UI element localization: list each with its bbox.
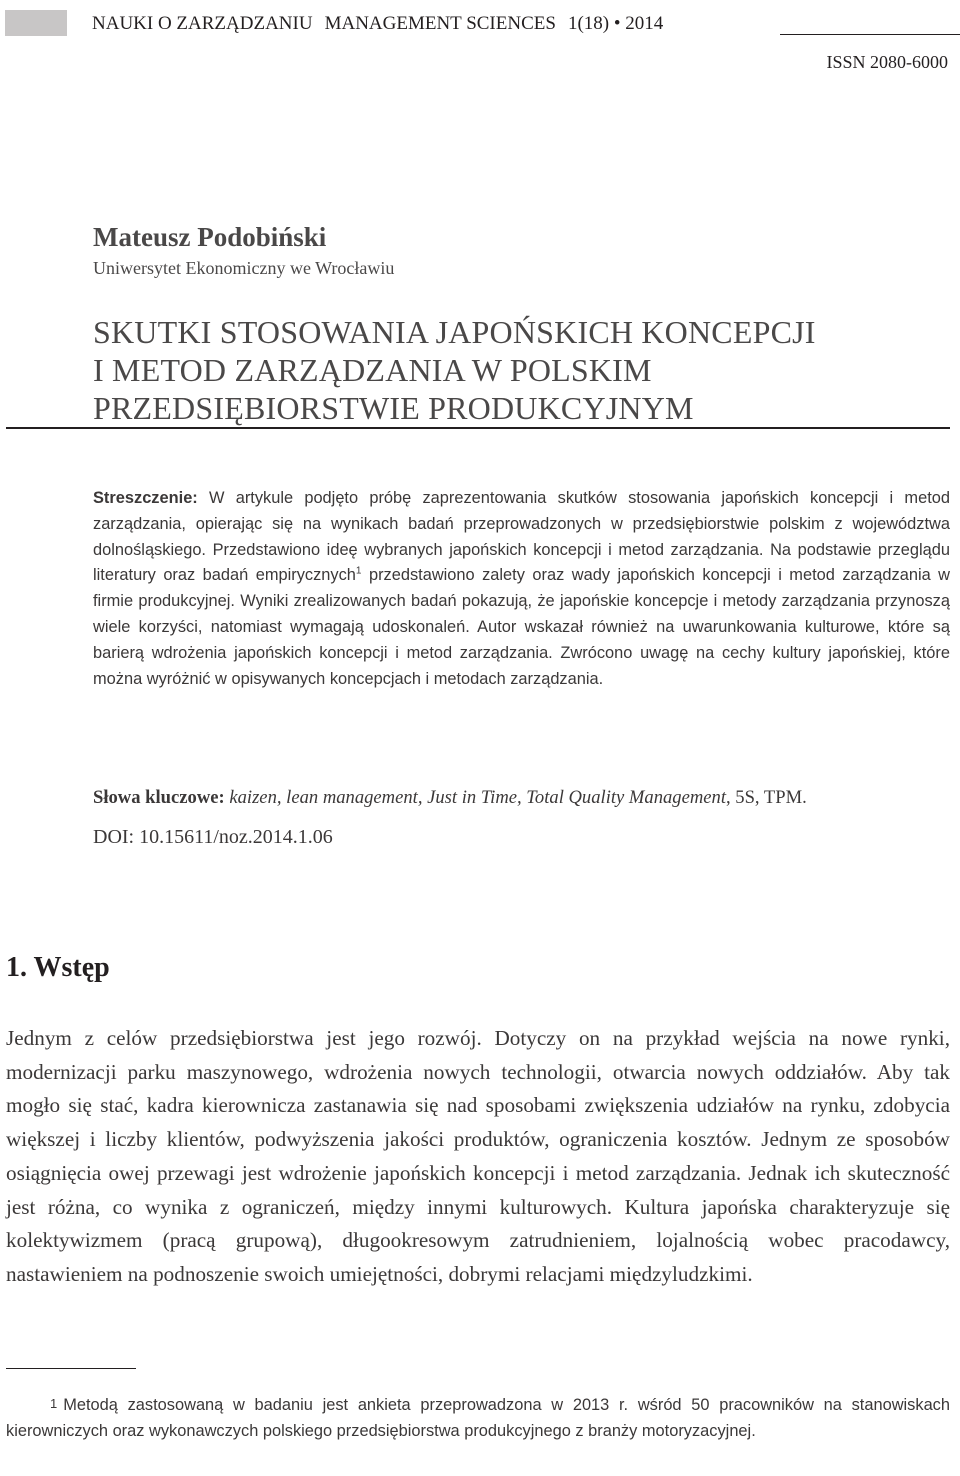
keywords-terms: kaizen, lean management, Just in Time, Total Quality Management xyxy=(229,787,726,808)
article-title xyxy=(93,313,949,427)
running-header xyxy=(0,10,960,38)
footnote-rule xyxy=(6,1368,136,1369)
header-rule xyxy=(780,34,960,35)
issn: ISSN 2080-6000 xyxy=(826,52,948,72)
title-line: SKUTKI STOSOWANIA JAPOŃSKICH KONCEPCJI xyxy=(93,314,816,350)
section-heading: 1. Wstęp xyxy=(6,952,110,983)
abstract xyxy=(93,486,950,692)
title-line: PRZEDSIĘBIORSTWIE PRODUKCYJNYM xyxy=(93,390,694,426)
author-name: Mateusz Podobiński xyxy=(93,222,327,252)
footnote xyxy=(6,1391,950,1444)
footnote-number: 1 xyxy=(50,1396,58,1411)
journal-name-pl: NAUKI O ZARZĄDZANIU xyxy=(92,13,313,34)
intro-paragraph: Jednym z celów przedsiębiorstwa jest jego rozwój. Dotyczy on na przykład wejścia na nowe rynki, modernizacji parku maszynowego, wdrożenia nowych technologii, otwarcia nowych oddziałów. Aby tak mogło się stać, kadra kierownicza zastanawia się nad sposobami zwiększenia udziałów na rynku, zdobycia większej i liczby klientów, podwyższenia jakości produktów, ograniczenia kosztów. Jednym ze sposobów osiągnięcia owej przewagi jest wdrożenie japońskich koncepcji i metod zarządzania. Jednak ich skuteczność jest różna, co wynika z ograniczeń, między innymi kulturowych. Kultura japońska charakteryzuje się kolektywizmem (pracą grupową), długookresowym zatrudnieniem, lojalnością wobec pracodawcy, nastawieniem na podnoszenie swoich umiejętności, dobrymi relacjami międzyludzkimi. xyxy=(6,1026,950,1286)
title-line: I METOD ZARZĄDZANIA W POLSKIM xyxy=(93,352,652,388)
journal-name-en: MANAGEMENT SCIENCES xyxy=(324,13,556,34)
journal-header xyxy=(92,13,675,35)
title-rule xyxy=(6,427,950,429)
abstract-label: Streszczenie: xyxy=(93,489,198,507)
abstract-text-1: W artykule podjęto próbę zaprezentowania skutków stosowania japońskich koncepcji i metod zarządzania, opierając się na wynikach badań przeprowadzonych w przedsiębiorstwie polskim z województwa dolnośląskiego. Przedstawiono ideę wybranych japońskich koncepcji i metod zarządzania. Na podstawie przeglądu literatury oraz badań empirycznych xyxy=(93,489,950,585)
keywords xyxy=(93,787,960,809)
keywords-label: Słowa kluczowe: xyxy=(93,787,225,808)
journal-issue: 1(18) • 2014 xyxy=(567,13,664,34)
footnote-ref[interactable]: 1 xyxy=(355,565,362,577)
doi[interactable]: DOI: 10.15611/noz.2014.1.06 xyxy=(93,826,333,848)
keywords-tail: , 5S, TPM. xyxy=(726,787,807,808)
footnote-text: Metodą zastosowaną w badaniu jest ankieta przeprowadzona w 2013 r. wśród 50 pracowników na stanowiskach kierowniczych oraz wykonawczych polskiego przedsiębiorstwa produkcyjnego z branży motoryzacyjnej. xyxy=(6,1396,950,1440)
header-grey-block xyxy=(5,10,67,36)
author-affiliation: Uniwersytet Ekonomiczny we Wrocławiu xyxy=(93,258,395,278)
abstract-text-2: przedstawiono zalety oraz wady japońskich koncepcji i metod zarządzania w firmie produkcyjnej. Wyniki zrealizowanych badań pokazują, że japońskie koncepcje i metody zarządzania przynoszą wiele korzyści, natomiast wymagają udoskonaleń. Autor wskazał również na uwarunkowania kulturowe, które są barierą wdrożenia japońskich koncepcji i metod zarządzania. Zwrócono uwagę na cechy kultury japońskiej, które można wyróżnić w opisywanych koncepcjach i metodach zarządzania. xyxy=(93,566,951,688)
